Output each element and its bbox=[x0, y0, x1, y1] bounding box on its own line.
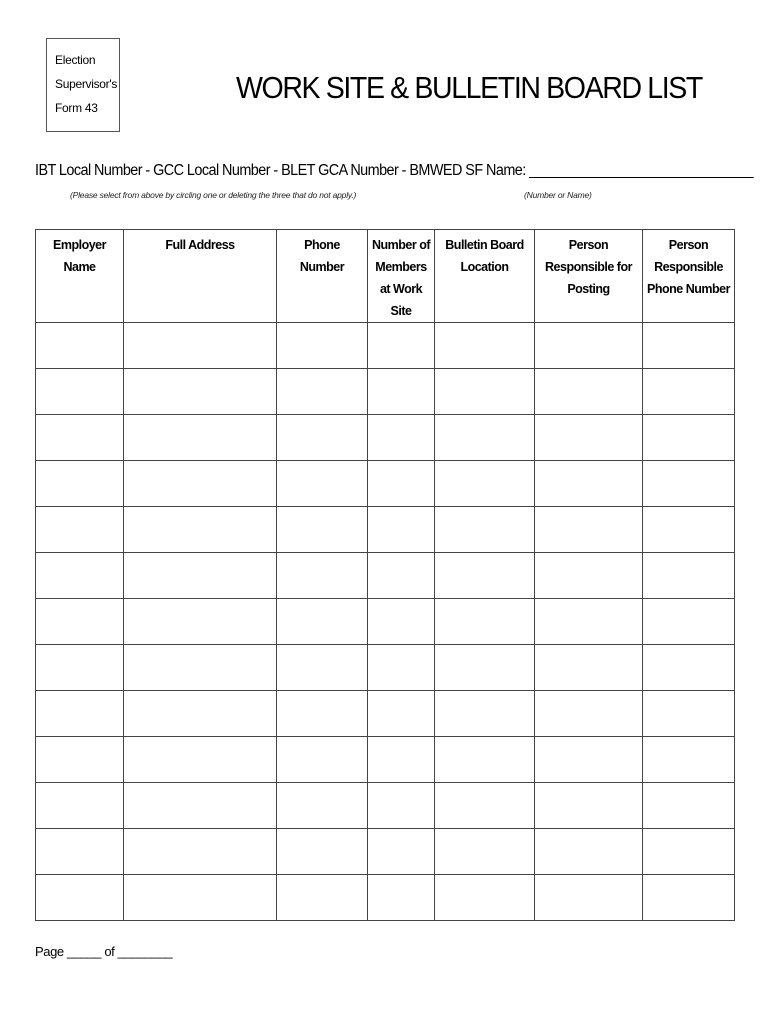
responsible-phone-cell[interactable] bbox=[643, 645, 735, 691]
phone-number-cell[interactable] bbox=[277, 691, 368, 737]
employer-name-cell[interactable] bbox=[36, 645, 124, 691]
selection-instruction-note: (Please select from above by circling one or deleting the three that do not apply.) bbox=[70, 190, 357, 200]
bulletin-location-cell[interactable] bbox=[435, 507, 535, 553]
table-row bbox=[36, 507, 735, 553]
person-responsible-cell[interactable] bbox=[535, 783, 643, 829]
table-row bbox=[36, 323, 735, 369]
page-number-line[interactable]: Page _____ of ________ bbox=[35, 944, 173, 959]
person-responsible-cell[interactable] bbox=[535, 507, 643, 553]
responsible-phone-cell[interactable] bbox=[643, 829, 735, 875]
table-body bbox=[36, 323, 735, 921]
table-row bbox=[36, 829, 735, 875]
table-row bbox=[36, 369, 735, 415]
form-box-line-1: Election bbox=[55, 53, 96, 67]
person-responsible-cell[interactable] bbox=[535, 461, 643, 507]
phone-number-cell[interactable] bbox=[277, 461, 368, 507]
members-count-cell[interactable] bbox=[368, 461, 435, 507]
responsible-phone-cell[interactable] bbox=[643, 783, 735, 829]
phone-number-cell[interactable] bbox=[277, 599, 368, 645]
header-bulletin-board-location: Bulletin Board Location bbox=[435, 230, 535, 323]
members-count-cell[interactable] bbox=[368, 507, 435, 553]
header-full-address: Full Address bbox=[124, 230, 277, 323]
employer-name-cell[interactable] bbox=[36, 507, 124, 553]
bulletin-location-cell[interactable] bbox=[435, 829, 535, 875]
bulletin-location-cell[interactable] bbox=[435, 783, 535, 829]
responsible-phone-cell[interactable] bbox=[643, 553, 735, 599]
phone-number-cell[interactable] bbox=[277, 737, 368, 783]
table-row bbox=[36, 691, 735, 737]
table-row bbox=[36, 875, 735, 921]
phone-number-cell[interactable] bbox=[277, 829, 368, 875]
employer-name-cell[interactable] bbox=[36, 323, 124, 369]
members-count-cell[interactable] bbox=[368, 415, 435, 461]
responsible-phone-cell[interactable] bbox=[643, 875, 735, 921]
full-address-cell[interactable] bbox=[124, 737, 277, 783]
person-responsible-cell[interactable] bbox=[535, 369, 643, 415]
full-address-cell[interactable] bbox=[124, 599, 277, 645]
full-address-cell[interactable] bbox=[124, 691, 277, 737]
full-address-cell[interactable] bbox=[124, 369, 277, 415]
bulletin-location-cell[interactable] bbox=[435, 645, 535, 691]
members-count-cell[interactable] bbox=[368, 691, 435, 737]
phone-number-cell[interactable] bbox=[277, 875, 368, 921]
header-person-responsible: Person Responsible for Posting bbox=[535, 230, 643, 323]
members-count-cell[interactable] bbox=[368, 875, 435, 921]
table-row bbox=[36, 645, 735, 691]
person-responsible-cell[interactable] bbox=[535, 691, 643, 737]
phone-number-cell[interactable] bbox=[277, 645, 368, 691]
responsible-phone-cell[interactable] bbox=[643, 737, 735, 783]
full-address-cell[interactable] bbox=[124, 645, 277, 691]
employer-name-cell[interactable] bbox=[36, 783, 124, 829]
header-employer-name: Employer Name bbox=[36, 230, 124, 323]
phone-number-cell[interactable] bbox=[277, 783, 368, 829]
responsible-phone-cell[interactable] bbox=[643, 369, 735, 415]
local-number-line[interactable]: IBT Local Number - GCC Local Number - BLET GCA Number - BMWED SF Name: ______________________________ bbox=[35, 162, 753, 179]
employer-name-cell[interactable] bbox=[36, 415, 124, 461]
table-row bbox=[36, 415, 735, 461]
employer-name-cell[interactable] bbox=[36, 829, 124, 875]
phone-number-cell[interactable] bbox=[277, 323, 368, 369]
bulletin-location-cell[interactable] bbox=[435, 553, 535, 599]
person-responsible-cell[interactable] bbox=[535, 829, 643, 875]
table-header-row bbox=[36, 230, 735, 323]
person-responsible-cell[interactable] bbox=[535, 737, 643, 783]
phone-number-cell[interactable] bbox=[277, 369, 368, 415]
bulletin-location-cell[interactable] bbox=[435, 369, 535, 415]
work-site-table bbox=[35, 229, 735, 921]
members-count-cell[interactable] bbox=[368, 369, 435, 415]
phone-number-cell[interactable] bbox=[277, 415, 368, 461]
person-responsible-cell[interactable] bbox=[535, 645, 643, 691]
bulletin-location-cell[interactable] bbox=[435, 875, 535, 921]
members-count-cell[interactable] bbox=[368, 553, 435, 599]
table-row bbox=[36, 783, 735, 829]
responsible-phone-cell[interactable] bbox=[643, 507, 735, 553]
bulletin-location-cell[interactable] bbox=[435, 737, 535, 783]
header-person-responsible-phone: Person Responsible Phone Number bbox=[643, 230, 735, 323]
phone-number-cell[interactable] bbox=[277, 553, 368, 599]
bulletin-location-cell[interactable] bbox=[435, 323, 535, 369]
person-responsible-cell[interactable] bbox=[535, 415, 643, 461]
members-count-cell[interactable] bbox=[368, 645, 435, 691]
employer-name-cell[interactable] bbox=[36, 553, 124, 599]
table-row bbox=[36, 553, 735, 599]
form-box-line-3: Form 43 bbox=[55, 101, 98, 115]
full-address-cell[interactable] bbox=[124, 829, 277, 875]
bulletin-location-cell[interactable] bbox=[435, 599, 535, 645]
full-address-cell[interactable] bbox=[124, 875, 277, 921]
person-responsible-cell[interactable] bbox=[535, 875, 643, 921]
members-count-cell[interactable] bbox=[368, 323, 435, 369]
header-number-of-members: Number of Members at Work Site bbox=[368, 230, 435, 323]
table-row bbox=[36, 599, 735, 645]
employer-name-cell[interactable] bbox=[36, 461, 124, 507]
members-count-cell[interactable] bbox=[368, 737, 435, 783]
phone-number-cell[interactable] bbox=[277, 507, 368, 553]
responsible-phone-cell[interactable] bbox=[643, 461, 735, 507]
page-title: WORK SITE & BULLETIN BOARD LIST bbox=[236, 70, 702, 105]
responsible-phone-cell[interactable] bbox=[643, 691, 735, 737]
table-row bbox=[36, 461, 735, 507]
form-number-box bbox=[46, 38, 120, 132]
full-address-cell[interactable] bbox=[124, 415, 277, 461]
members-count-cell[interactable] bbox=[368, 599, 435, 645]
responsible-phone-cell[interactable] bbox=[643, 415, 735, 461]
members-count-cell[interactable] bbox=[368, 829, 435, 875]
full-address-cell[interactable] bbox=[124, 553, 277, 599]
full-address-cell[interactable] bbox=[124, 507, 277, 553]
employer-name-cell[interactable] bbox=[36, 737, 124, 783]
responsible-phone-cell[interactable] bbox=[643, 323, 735, 369]
table-row bbox=[36, 737, 735, 783]
bulletin-location-cell[interactable] bbox=[435, 415, 535, 461]
full-address-cell[interactable] bbox=[124, 461, 277, 507]
form-box-line-2: Supervisor's bbox=[55, 77, 118, 91]
employer-name-cell[interactable] bbox=[36, 691, 124, 737]
person-responsible-cell[interactable] bbox=[535, 599, 643, 645]
bulletin-location-cell[interactable] bbox=[435, 691, 535, 737]
members-count-cell[interactable] bbox=[368, 783, 435, 829]
person-responsible-cell[interactable] bbox=[535, 323, 643, 369]
full-address-cell[interactable] bbox=[124, 323, 277, 369]
person-responsible-cell[interactable] bbox=[535, 553, 643, 599]
bulletin-location-cell[interactable] bbox=[435, 461, 535, 507]
number-or-name-note: (Number or Name) bbox=[524, 190, 592, 200]
full-address-cell[interactable] bbox=[124, 783, 277, 829]
header-phone-number: Phone Number bbox=[277, 230, 368, 323]
employer-name-cell[interactable] bbox=[36, 369, 124, 415]
employer-name-cell[interactable] bbox=[36, 599, 124, 645]
responsible-phone-cell[interactable] bbox=[643, 599, 735, 645]
employer-name-cell[interactable] bbox=[36, 875, 124, 921]
